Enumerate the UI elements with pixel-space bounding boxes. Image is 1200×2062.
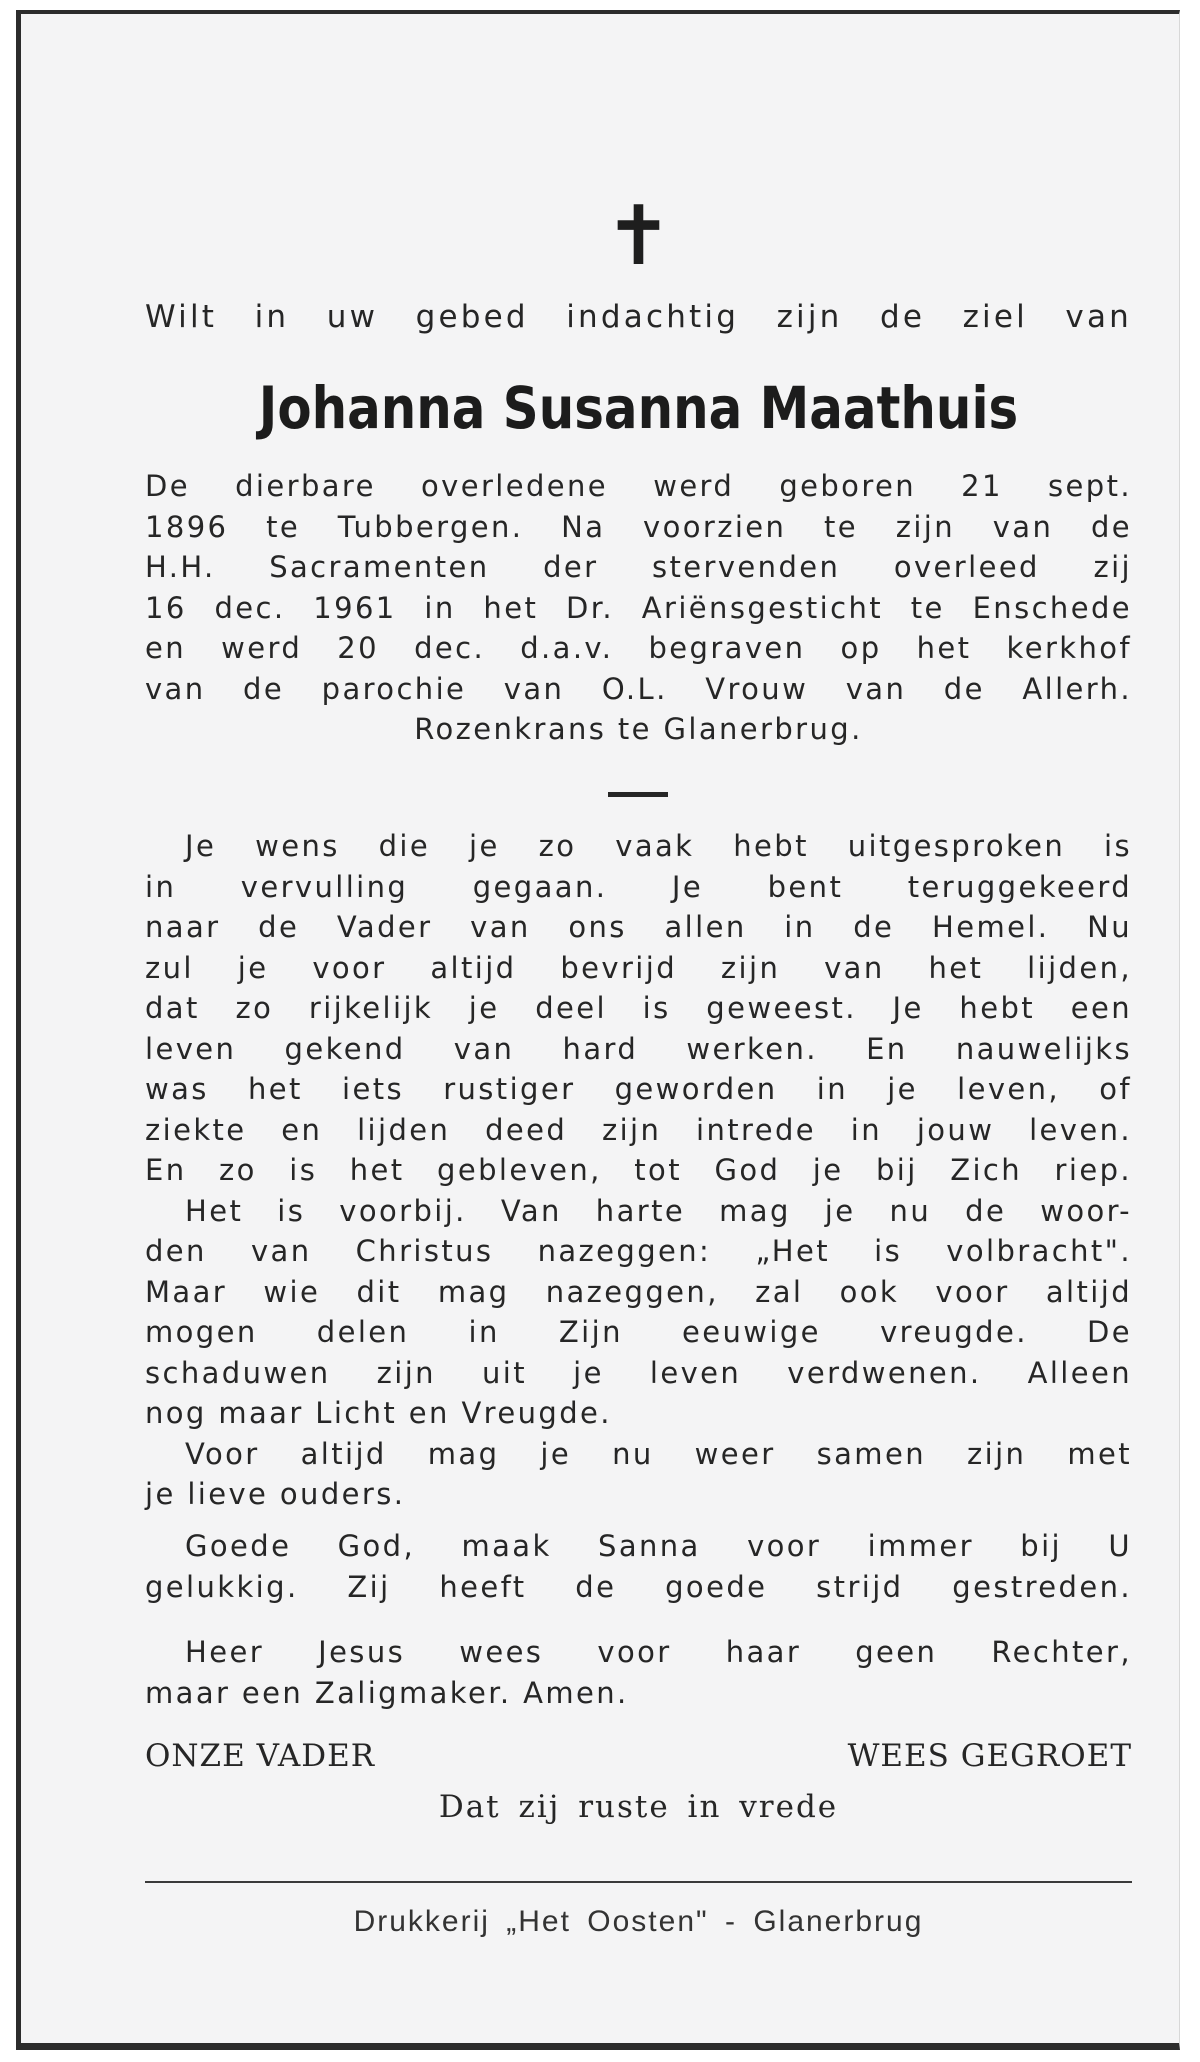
text-line: dat zo rijkelijk je deel is geweest. Je hebt een bbox=[145, 991, 1132, 1025]
text-line: Je wens die je zo vaak hebt uitgesproken is bbox=[185, 829, 1132, 863]
divider-dash bbox=[608, 792, 668, 797]
bio-line: De dierbare overledene werd geboren 21 sept. bbox=[145, 469, 1132, 503]
bio-line: 1896 te Tubbergen. Na voorzien te zijn van de bbox=[145, 509, 1132, 544]
bio-line: en werd 20 dec. d.a.v. begraven op het kerkhof bbox=[145, 631, 1132, 665]
text-line: naar de Vader van ons allen in de Hemel. Nu bbox=[145, 910, 1132, 944]
text-line: was het iets rustiger geworden in je leven, of bbox=[145, 1072, 1132, 1106]
jesus-line: Heer Jesus wees voor haar geen Rechter, bbox=[185, 1635, 1132, 1669]
prayer-text bbox=[145, 1526, 1132, 1607]
text-line: nog maar Licht en Vreugde. bbox=[145, 1396, 612, 1430]
text-line: Het is voorbij. Van harte mag je nu de woor- bbox=[185, 1193, 1132, 1228]
prayer-line: Goede God, maak Sanna voor immer bij U bbox=[185, 1529, 1132, 1563]
bio-line: 16 dec. 1961 in het Dr. Ariënsgesticht te Enschede bbox=[145, 590, 1132, 625]
text-line: den van Christus nazeggen: „Het is volbracht". bbox=[145, 1234, 1132, 1268]
intro-line: Wilt in uw gebed indachtig zijn de ziel van bbox=[145, 299, 1132, 335]
text-line: ziekte en lijden deed zijn intrede in jouw leven. bbox=[145, 1112, 1132, 1147]
bio-line: H.H. Sacramenten der stervenden overleed zij bbox=[145, 550, 1132, 584]
text-line: schaduwen zijn uit je leven verdwenen. Alleen bbox=[145, 1355, 1132, 1390]
text-line: zul je voor altijd bevrijd zijn van het lijden, bbox=[145, 950, 1132, 985]
text-line: Voor altijd mag je nu weer samen zijn met bbox=[185, 1436, 1132, 1471]
prayer-onze-vader: ONZE VADER bbox=[145, 1738, 376, 1774]
text-line: En zo is het gebleven, tot God je bij Zich riep. bbox=[145, 1153, 1132, 1187]
printer-credit: Drukkerij „Het Oosten" - Glanerbrug bbox=[353, 1905, 924, 1938]
jesus-line: maar een Zaligmaker. Amen. bbox=[145, 1675, 629, 1710]
text-line: Maar wie dit mag nazeggen, zal ook voor altijd bbox=[145, 1274, 1132, 1309]
prayer-wees-gegroet: WEES GEGROET bbox=[847, 1738, 1132, 1774]
bio-line: Rozenkrans te Glanerbrug. bbox=[414, 712, 863, 746]
text-line: in vervulling gegaan. Je bent teruggekeerd bbox=[145, 869, 1132, 904]
jesus-text bbox=[145, 1632, 1132, 1713]
bio-line: van de parochie van O.L. Vrouw van de Allerh. bbox=[145, 671, 1132, 706]
memorial-card bbox=[16, 10, 1180, 2050]
remembrance-text bbox=[145, 826, 1132, 1515]
text-line: leven gekend van hard werken. En nauwelijks bbox=[145, 1031, 1132, 1066]
cross-icon: ✝ bbox=[604, 189, 673, 284]
prayer-line: gelukkig. Zij heeft de goede strijd gestreden. bbox=[145, 1569, 1132, 1604]
text-line: mogen delen in Zijn eeuwige vreugde. De bbox=[145, 1315, 1132, 1349]
deceased-name: Johanna Susanna Maathuis bbox=[258, 374, 1019, 442]
biography bbox=[145, 466, 1132, 750]
text-line: je lieve ouders. bbox=[145, 1477, 406, 1511]
footer-rule bbox=[145, 1881, 1132, 1883]
rest-in-peace: Dat zij ruste in vrede bbox=[438, 1789, 839, 1825]
